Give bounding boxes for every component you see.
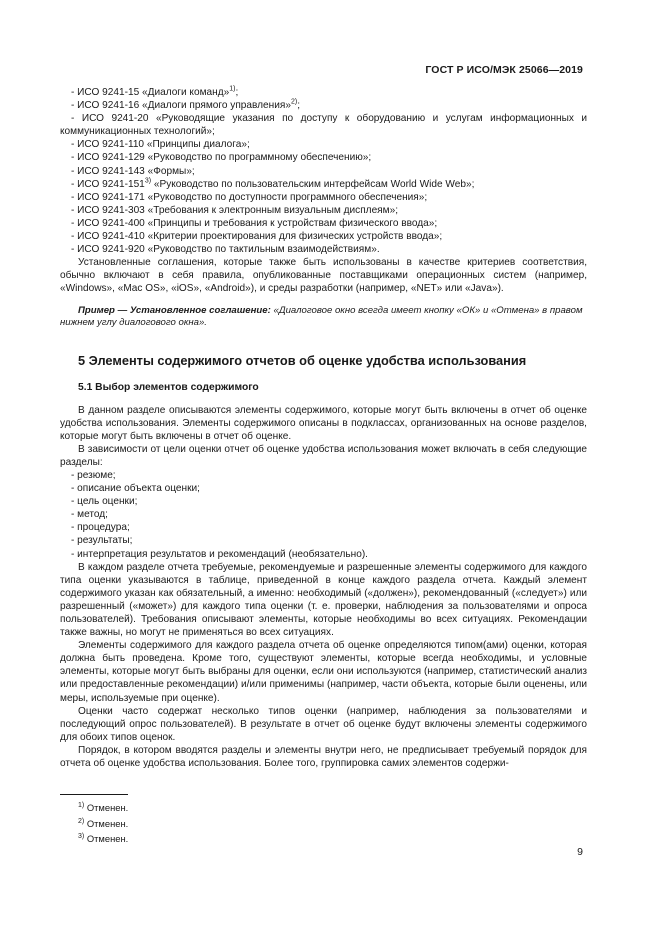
standards-list xyxy=(60,86,587,256)
paragraph: Элементы содержимого для каждого раздела отчета об оценке определяются типом(ами) оценки, которая должна быть проведена. Кроме того, существуют элементы, которые всегда необходимы, и условные элементы, которые могут быть выбраны для оценки, если они используются (например, статистический анализ или предоставленные рекомендации) и/или применимы (например, части объекта, которые были оценены, или меры, используемые при оценке). xyxy=(60,640,587,704)
list-item: - ИСО 9241-129 «Руководство по программному обеспечению»; xyxy=(71,152,372,164)
list-item: - интерпретация результатов и рекомендаций (необязательно). xyxy=(71,548,368,560)
footnotes xyxy=(60,800,128,847)
paragraph: Оценки часто содержат несколько типов оценки (например, наблюдения за пользователями и последующий опрос пользователей). В результате в отчет об оценке будут включены элементы содержимого для обоих типов оценок. xyxy=(60,705,587,743)
section-5-heading: 5 Элементы содержимого отчетов об оценке удобства использования xyxy=(78,353,527,369)
conventions-paragraph: Установленные соглашения, которые также быть использованы в качестве критериев соответствия, обычно включают в себя правила, опубликованные поставщиками операционных систем (например, «Windows», «Mac OS», «iOS», «Android»), и среды разработки (например, «NET» или «Java»). xyxy=(60,257,587,295)
paragraph: В данном разделе описываются элементы содержимого, которые могут быть включены в отчет об оценке удобства использования. Элементы содержимого описаны в подклассах, организованных на основе разделов, которые могут быть включены в отчет об оценке. xyxy=(60,404,587,442)
list-item: - ИСО 9241-151$^{3)}$ «Руководство по пользовательским интерфейсам World Wide Web»; xyxy=(71,177,475,190)
paragraph: Порядок, в котором вводятся разделы и элементы внутри него, не предписывает требуемый порядок для отчета об оценке удобства использования. Более того, группировка самих элементов содержи- xyxy=(60,744,587,770)
list-item: - процедура; xyxy=(71,522,130,534)
paragraph: В зависимости от цели оценки отчет об оценке удобства использования может включать в себя следующие разделы: xyxy=(60,443,587,468)
footnote: $^{2)}$ Отменен. xyxy=(78,817,129,829)
list-item: - ИСО 9241-410 «Критерии проектирования для физических устройств ввода»; xyxy=(71,231,443,243)
footnote: $^{3)}$ Отменен. xyxy=(78,832,129,844)
footnote-divider xyxy=(60,794,128,795)
document-id-header: ГОСТ Р ИСО/МЭК 25066—2019 xyxy=(425,64,583,76)
list-item: - ИСО 9241-920 «Руководство по тактильным взаимодействиям». xyxy=(71,244,380,256)
list-item: - цель оценки; xyxy=(71,496,138,508)
list-item: - резюме; xyxy=(71,469,116,481)
example-note: Пример — Установленное соглашение: «Диалоговое окно всегда имеет кнопку «ОК» и «Отмена» в правом нижнем углу диалогового окна». xyxy=(60,304,583,328)
list-item: - ИСО 9241-400 «Принципы и требования к устройствам физического ввода»; xyxy=(71,217,438,229)
list-item: - метод; xyxy=(71,509,108,521)
footnote: $^{1)}$ Отменен. xyxy=(78,801,129,813)
list-item: - результаты; xyxy=(71,535,133,547)
paragraph: В каждом разделе отчета требуемые, рекомендуемые и разрешенные элементы содержимого для каждого типа оценки указываются в таблице, приведенной в конце каждого раздела отчета. Каждый элемент содержимого указан как обязательный, а именно: необходимый («должен»), рекомендованный («следует») или разрешенный («может») для каждого типа оценки (т. е. проверки, наблюдения за пользователями и опроса пользователей). Требования описывают элементы, которые необходимы во всех ситуациях. Рекомендации также важны, но могут не применяться во всех ситуациях. xyxy=(60,561,587,639)
list-item: - ИСО 9241-303 «Требования к электронным визуальным дисплеям»; xyxy=(71,204,399,216)
report-sections-list xyxy=(60,469,587,561)
list-item: - ИСО 9241-16 «Диалоги прямого управления»$^{2)}$; xyxy=(71,98,301,112)
list-item: - ИСО 9241-171 «Руководство по доступности программного обеспечения»; xyxy=(71,191,428,203)
list-item: - ИСО 9241-110 «Принципы диалога»; xyxy=(71,139,250,151)
page-number: 9 xyxy=(577,846,583,858)
page-content xyxy=(60,86,587,770)
list-item: - ИСО 9241-143 «Формы»; xyxy=(71,165,195,177)
list-item: - ИСО 9241-15 «Диалоги команд»$^{1)}$; xyxy=(71,85,239,98)
example-label: Пример — Установленное соглашение: xyxy=(78,304,271,316)
list-item: - ИСО 9241-20 «Руководящие указания по доступу к оборудованию и услугам информационных и коммуникационных технологий»; xyxy=(60,113,587,138)
list-item: - описание объекта оценки; xyxy=(71,483,200,495)
section-5-1-heading: 5.1 Выбор элементов содержимого xyxy=(78,382,259,394)
